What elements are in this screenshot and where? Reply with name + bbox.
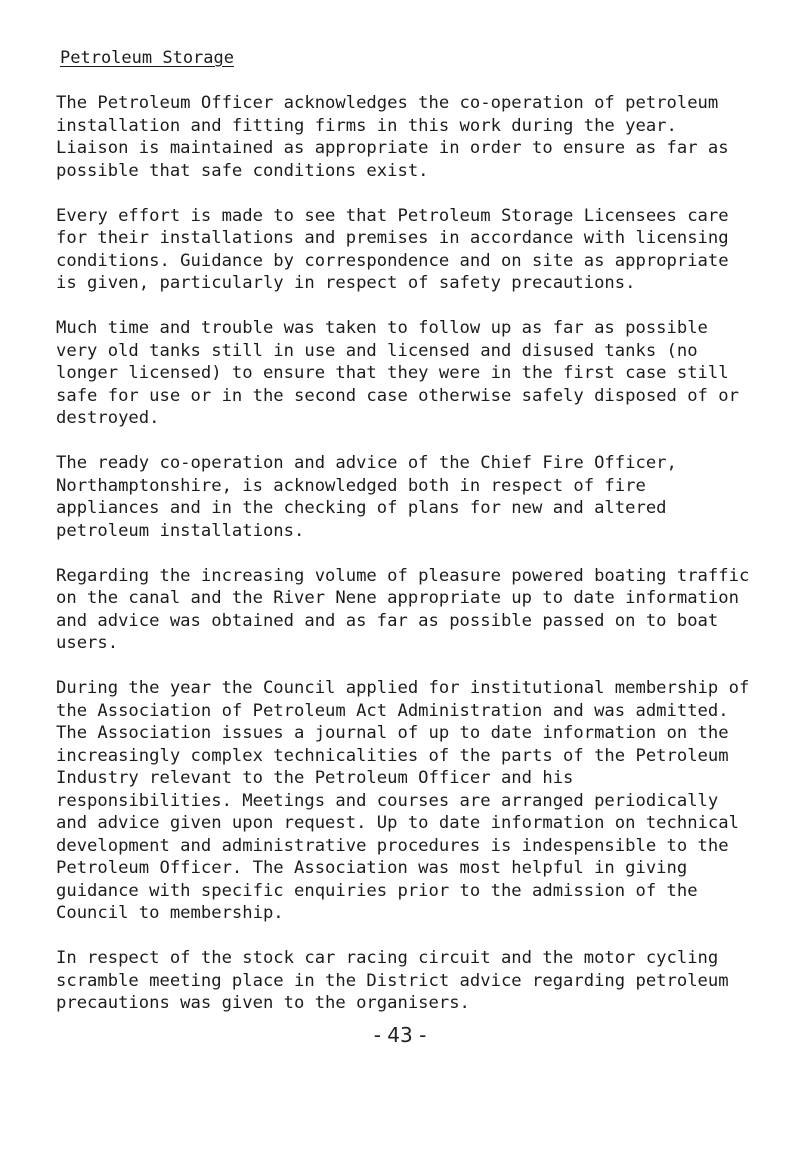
paragraph-association: During the year the Council applied for institutional membership of the Association of Petroleum Act Administration and was admitted. The Association issues a journal of up to date information on the increasingly complex technicalities of the parts of the Petroleum Industry relevant to the Petroleum Officer and his responsibilities. Meetings and courses are arranged periodically and advice given upon request. Up to date information on technical development and administrative procedures is indespensible to the Petroleum Officer. The Association was most helpful in giving guidance with specific enquiries prior to the admission of the Council to membership. — [56, 678, 750, 923]
paragraph-firms-cooperation: The Petroleum Officer acknowledges the co-operation of petroleum installation and fitting firms in this work during the year. Liaison is maintained as appropriate in order to ensure as far as possible that safe conditions exist. — [56, 93, 729, 181]
body-text — [56, 92, 756, 1037]
page-number: - 43 - — [373, 1023, 427, 1047]
paragraph-boating: Regarding the increasing volume of pleasure powered boating traffic on the canal and the River Nene appropriate up to date information and advice was obtained and as far as possible passed on to boat users. — [56, 565, 750, 653]
section-heading: Petroleum Storage — [60, 48, 234, 68]
paragraph-fire-officer: The ready co-operation and advice of the Chief Fire Officer, Northamptonshire, is acknowledged both in respect of fire appliances and in the checking of plans for new and altered petroleum installations. — [56, 453, 677, 541]
paragraph-old-tanks: Much time and trouble was taken to follow up as far as possible very old tanks still in use and licensed and disused tanks (no longer licensed) to ensure that they were in the first case still safe for use or in the second case otherwise safely disposed of or destroyed. — [56, 318, 739, 428]
paragraph-licensees: Every effort is made to see that Petroleum Storage Licensees care for their installations and premises in accordance with licensing conditions. Guidance by correspondence and on site as appropriate is given, particularly in respect of safety precautions. — [56, 205, 729, 293]
paragraph-racing-circuit: In respect of the stock car racing circuit and the motor cycling scramble meeting place in the District advice regarding petroleum precautions was given to the organisers. — [56, 948, 729, 1013]
